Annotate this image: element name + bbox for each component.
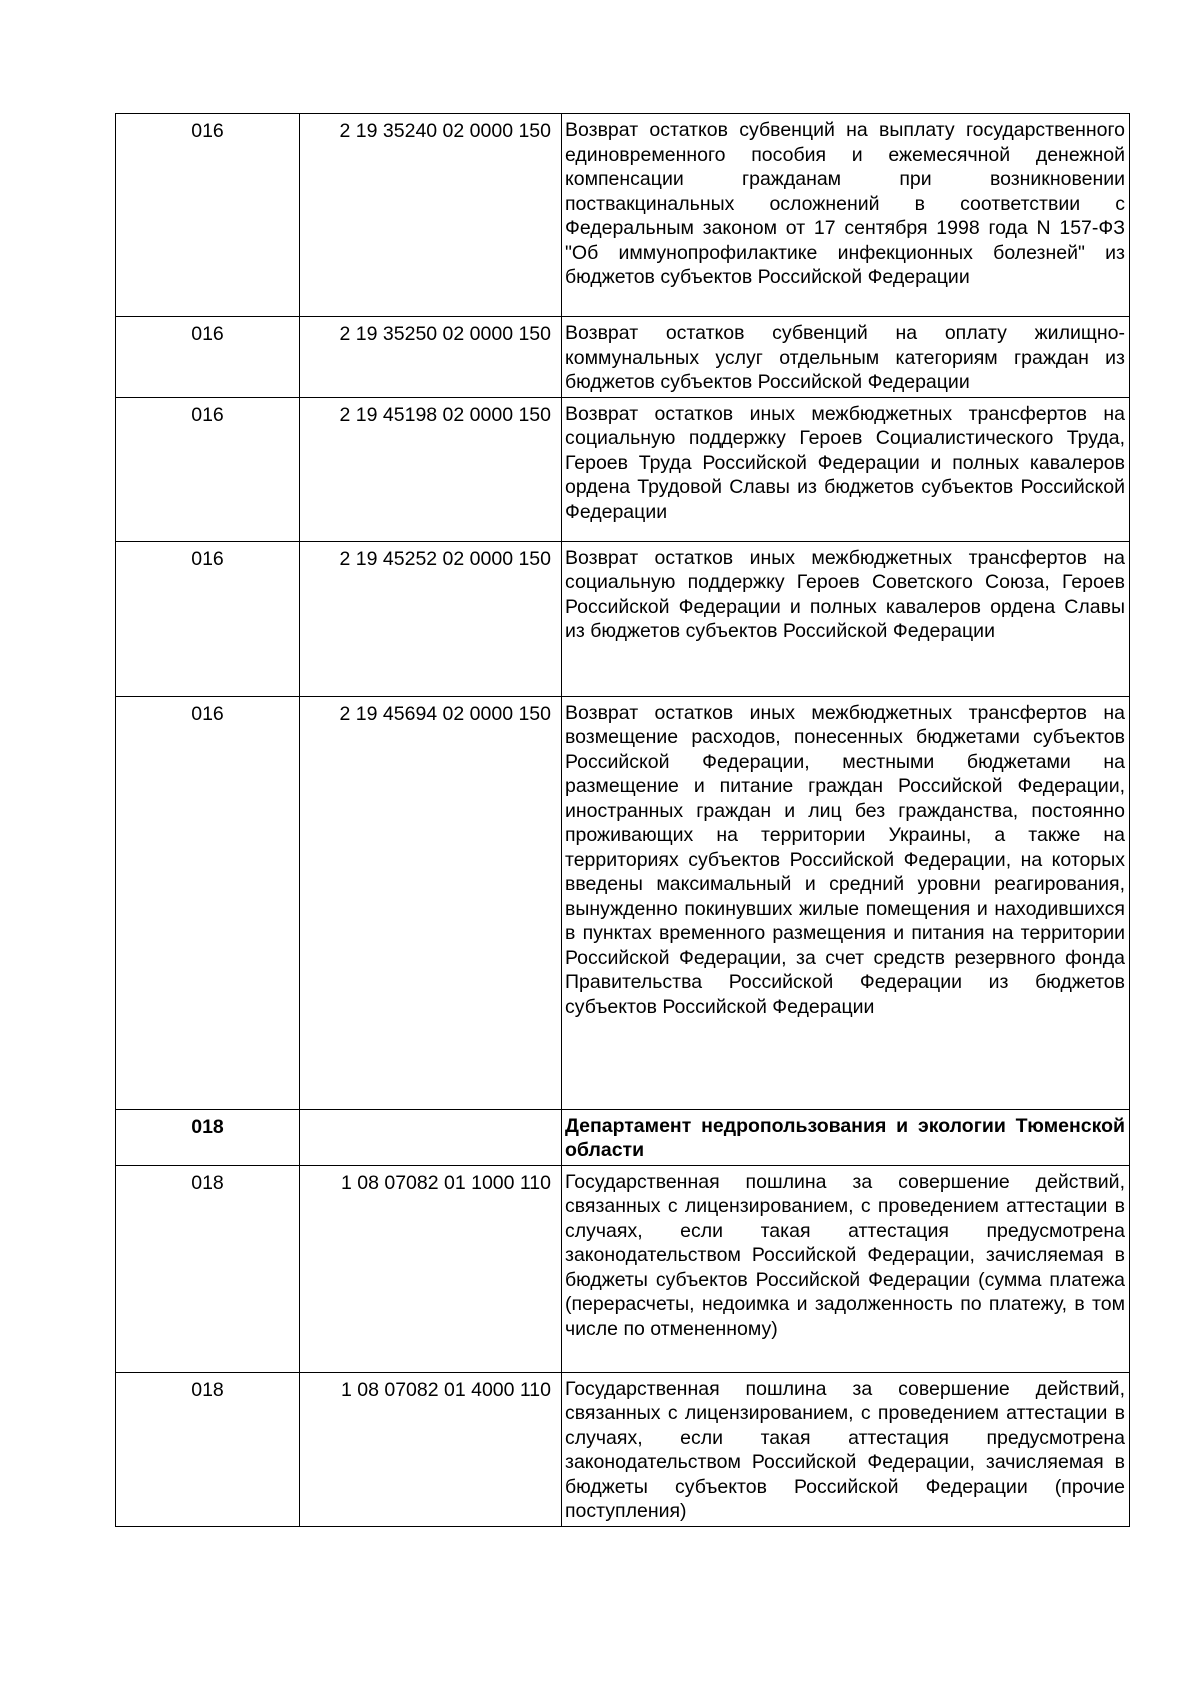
budget-classification-code-cell: 2 19 45252 02 0000 150	[300, 541, 562, 696]
admin-code-cell: 016	[116, 317, 300, 398]
description-cell: Возврат остатков иных межбюджетных трансфертов на социальную поддержку Героев Социалистического Труда, Героев Труда Российской Федерации и полных кавалеров ордена Трудовой Славы из бюджетов субъектов Российской Федерации	[562, 397, 1130, 541]
department-name-cell: Департамент недропользования и экологии Тюменской области	[562, 1109, 1130, 1165]
description-cell: Государственная пошлина за совершение действий, связанных с лицензированием, с проведением аттестации в случаях, если такая аттестация предусмотрена законодательством Российской Федерации, зачисляемая в бюджеты субъектов Российской Федерации (сумма платежа (перерасчеты, недоимка и задолженность по платежу, в том числе по отмененному)	[562, 1165, 1130, 1372]
revenue-codes-table	[115, 113, 1130, 1527]
description-cell: Возврат остатков иных межбюджетных трансфертов на социальную поддержку Героев Советского Союза, Героев Российской Федерации и полных кавалеров ордена Славы из бюджетов субъектов Российской Федерации	[562, 541, 1130, 696]
table-row	[116, 541, 1130, 696]
budget-classification-code-cell: 2 19 45198 02 0000 150	[300, 397, 562, 541]
budget-classification-code-cell: 2 19 35240 02 0000 150	[300, 114, 562, 317]
description-cell: Возврат остатков иных межбюджетных трансфертов на возмещение расходов, понесенных бюджетами субъектов Российской Федерации, местными бюджетами на размещение и питание граждан Российской Федерации, иностранных граждан и лиц без гражданства, постоянно проживающих на территории Украины, а также на территориях субъектов Российской Федерации, на которых введены максимальный и средний уровни реагирования, вынужденно покинувших жилые помещения и находившихся в пунктах временного размещения и питания на территории Российской Федерации, за счет средств резервного фонда Правительства Российской Федерации из бюджетов субъектов Российской Федерации	[562, 696, 1130, 1109]
budget-classification-code-cell: 2 19 45694 02 0000 150	[300, 696, 562, 1109]
table-row	[116, 1372, 1130, 1526]
table-row	[116, 397, 1130, 541]
description-cell: Возврат остатков субвенций на оплату жилищно-коммунальных услуг отдельным категориям граждан из бюджетов субъектов Российской Федерации	[562, 317, 1130, 398]
admin-code-cell: 018	[116, 1372, 300, 1526]
department-header-row	[116, 1109, 1130, 1165]
admin-code-cell: 018	[116, 1165, 300, 1372]
description-cell: Возврат остатков субвенций на выплату государственного единовременного пособия и ежемесячной денежной компенсации гражданам при возникновении поствакцинальных осложнений в соответствии с Федеральным законом от 17 сентября 1998 года N 157-ФЗ "Об иммунопрофилактике инфекционных болезней" из бюджетов субъектов Российской Федерации	[562, 114, 1130, 317]
table-row	[116, 1165, 1130, 1372]
admin-code-cell: 016	[116, 114, 300, 317]
table-row	[116, 114, 1130, 317]
budget-classification-code-cell: 1 08 07082 01 1000 110	[300, 1165, 562, 1372]
admin-code-cell: 016	[116, 541, 300, 696]
table-row	[116, 696, 1130, 1109]
budget-classification-code-cell	[300, 1109, 562, 1165]
budget-classification-code-cell: 1 08 07082 01 4000 110	[300, 1372, 562, 1526]
admin-code-cell: 018	[116, 1109, 300, 1165]
table-row	[116, 317, 1130, 398]
admin-code-cell: 016	[116, 696, 300, 1109]
admin-code-cell: 016	[116, 397, 300, 541]
budget-classification-code-cell: 2 19 35250 02 0000 150	[300, 317, 562, 398]
description-cell: Государственная пошлина за совершение действий, связанных с лицензированием, с проведением аттестации в случаях, если такая аттестация предусмотрена законодательством Российской Федерации, зачисляемая в бюджеты субъектов Российской Федерации (прочие поступления)	[562, 1372, 1130, 1526]
